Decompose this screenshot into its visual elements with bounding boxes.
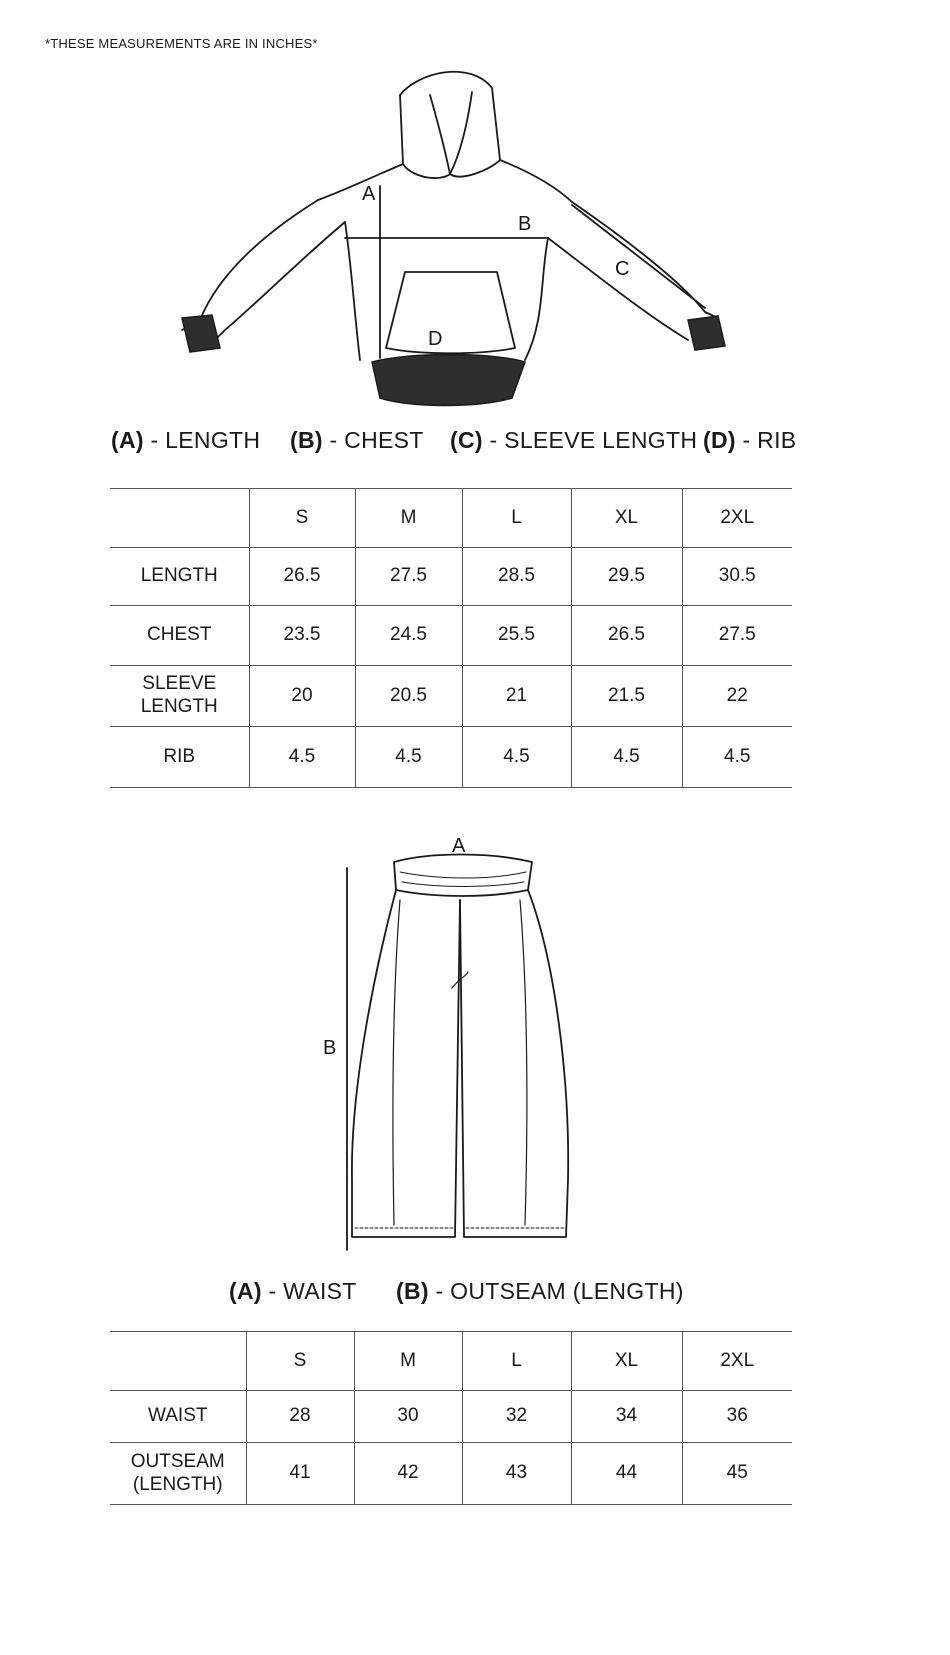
table-row xyxy=(110,606,792,666)
size-header: L xyxy=(462,1332,571,1391)
table-cell: 26.5 xyxy=(571,606,682,666)
pants-legend-waist xyxy=(229,1278,357,1305)
table-cell: 24.5 xyxy=(355,606,462,666)
table-cell: 20.5 xyxy=(355,666,462,727)
hoodie-sketch xyxy=(170,60,740,410)
table-cell: 28 xyxy=(246,1391,354,1443)
size-header: M xyxy=(355,489,462,548)
corner-cell xyxy=(110,1332,246,1391)
row-label: RIB xyxy=(110,727,249,788)
row-label: CHEST xyxy=(110,606,249,666)
table-cell: 4.5 xyxy=(571,727,682,788)
table-cell: 4.5 xyxy=(249,727,355,788)
hoodie-legend-chest xyxy=(290,427,424,454)
legend-text: - OUTSEAM (LENGTH) xyxy=(428,1278,684,1304)
hoodie-label-a: A xyxy=(362,183,376,205)
table-cell: 29.5 xyxy=(571,548,682,606)
size-header: M xyxy=(354,1332,462,1391)
row-label: SLEEVE LENGTH xyxy=(110,666,249,727)
hoodie-legend-rib xyxy=(703,427,796,454)
table-cell: 4.5 xyxy=(355,727,462,788)
pants-label-b: B xyxy=(323,1037,337,1059)
table-row xyxy=(110,1443,792,1505)
size-header: XL xyxy=(571,1332,682,1391)
pants-legend-outseam xyxy=(396,1278,684,1305)
hoodie-legend-sleeve-length xyxy=(450,427,697,454)
table-cell: 4.5 xyxy=(682,727,792,788)
pants-sketch xyxy=(315,830,595,1260)
legend-key: (C) xyxy=(450,427,483,453)
table-cell: 22 xyxy=(682,666,792,727)
corner-cell xyxy=(110,489,249,548)
table-row xyxy=(110,666,792,727)
legend-key: (D) xyxy=(703,427,736,453)
legend-text: - WAIST xyxy=(261,1278,357,1304)
table-cell: 34 xyxy=(571,1391,682,1443)
size-header: 2XL xyxy=(682,1332,792,1391)
table-row xyxy=(110,1391,792,1443)
table-cell: 41 xyxy=(246,1443,354,1505)
table-cell: 42 xyxy=(354,1443,462,1505)
table-cell: 25.5 xyxy=(462,606,571,666)
pants-label-a: A xyxy=(452,835,466,857)
hoodie-size-table xyxy=(110,488,792,788)
hoodie-label-c: C xyxy=(615,258,630,280)
table-cell: 43 xyxy=(462,1443,571,1505)
table-row xyxy=(110,548,792,606)
size-header: S xyxy=(246,1332,354,1391)
table-cell: 45 xyxy=(682,1443,792,1505)
legend-key: (A) xyxy=(111,427,144,453)
table-cell: 30.5 xyxy=(682,548,792,606)
table-cell: 36 xyxy=(682,1391,792,1443)
table-cell: 28.5 xyxy=(462,548,571,606)
legend-key: (B) xyxy=(290,427,323,453)
table-cell: 30 xyxy=(354,1391,462,1443)
legend-text: - LENGTH xyxy=(143,427,261,453)
table-cell: 32 xyxy=(462,1391,571,1443)
measurement-unit-note: *THESE MEASUREMENTS ARE IN INCHES* xyxy=(45,36,318,51)
legend-text: - CHEST xyxy=(322,427,424,453)
size-header: 2XL xyxy=(682,489,792,548)
row-label: WAIST xyxy=(110,1391,246,1443)
hoodie-label-d: D xyxy=(428,328,443,350)
table-row xyxy=(110,727,792,788)
table-cell: 4.5 xyxy=(462,727,571,788)
table-cell: 44 xyxy=(571,1443,682,1505)
legend-key: (A) xyxy=(229,1278,262,1304)
row-label: OUTSEAM (LENGTH) xyxy=(110,1443,246,1505)
table-cell: 20 xyxy=(249,666,355,727)
table-header-row xyxy=(110,1332,792,1391)
size-header: L xyxy=(462,489,571,548)
table-cell: 21 xyxy=(462,666,571,727)
table-header-row xyxy=(110,489,792,548)
table-cell: 23.5 xyxy=(249,606,355,666)
table-cell: 27.5 xyxy=(682,606,792,666)
table-cell: 21.5 xyxy=(571,666,682,727)
table-cell: 26.5 xyxy=(249,548,355,606)
legend-text: - RIB xyxy=(735,427,797,453)
size-header: XL xyxy=(571,489,682,548)
row-label: LENGTH xyxy=(110,548,249,606)
size-header: S xyxy=(249,489,355,548)
hoodie-label-b: B xyxy=(518,213,532,235)
hoodie-legend-length xyxy=(111,427,260,454)
legend-key: (B) xyxy=(396,1278,429,1304)
pants-size-table xyxy=(110,1331,792,1505)
table-cell: 27.5 xyxy=(355,548,462,606)
legend-text: - SLEEVE LENGTH xyxy=(482,427,698,453)
